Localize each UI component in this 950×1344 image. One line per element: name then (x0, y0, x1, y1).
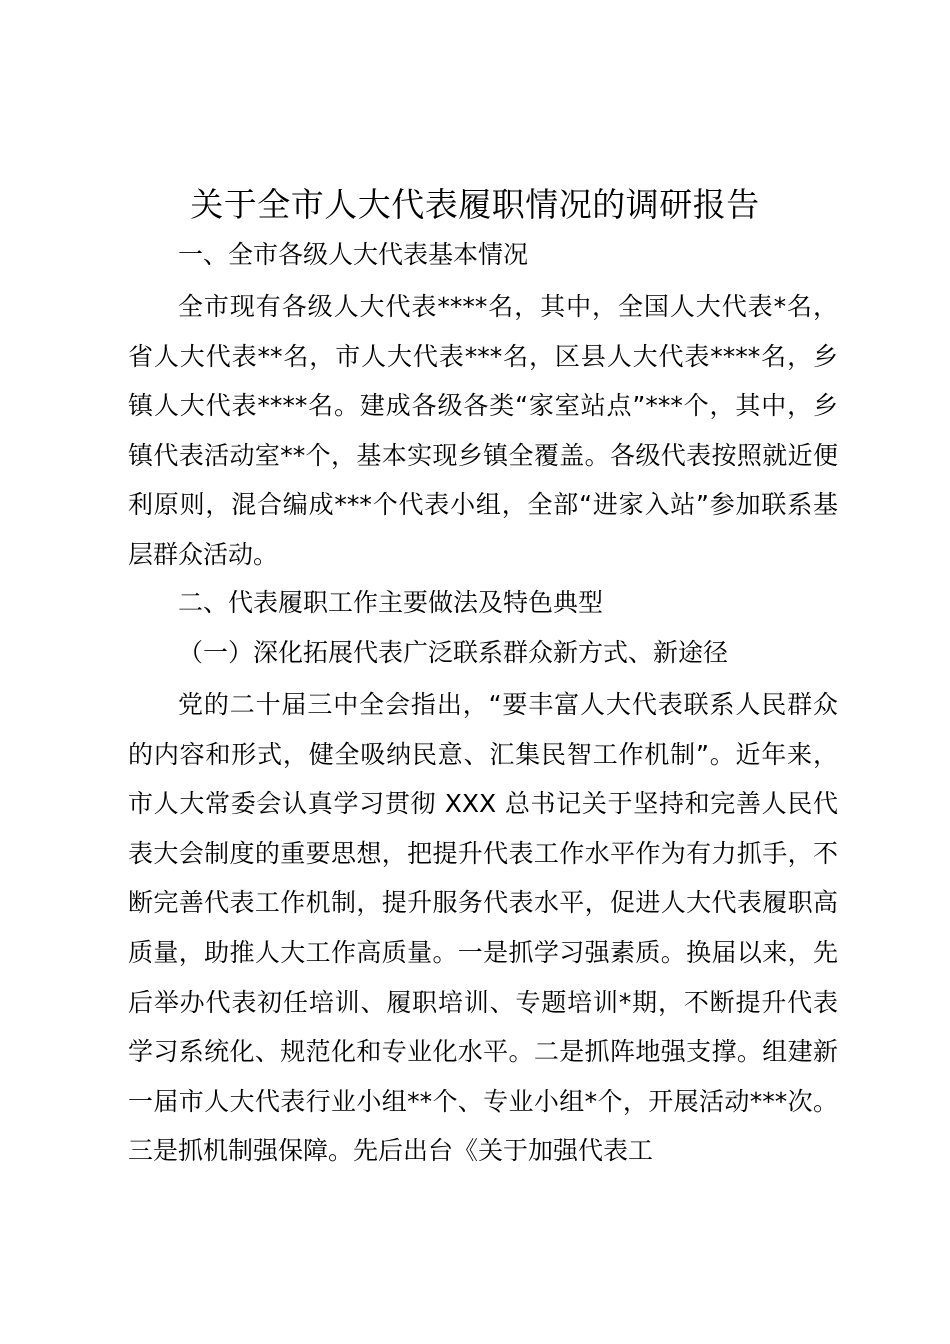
paragraph-new-methods: 党的二十届三中全会指出，“要丰富人大代表联系人民群众的内容和形式，健全吸纳民意、汇集民智工作机制”。近年来，市人大常委会认真学习贯彻 XXX 总书记关于坚持和完善人民代表大会制度的重要思想，把提升代表工作水平作为有力抓手，不断完善代表工作机制，提升服务代表水平，促进人大代表履职高质量，助推人大工作高质量。一是抓学习强素质。换届以来，先后举办代表初任培训、履职培训、专题培训*期，不断提升代表学习系统化、规范化和专业化水平。二是抓阵地强支撑。组建新一届市人大代表行业小组**个、专业小组*个，开展活动***次。三是抓机制强保障。先后出台《关于加强代表工 (128, 690, 838, 1166)
section-heading-basic-situation: 一、全市各级人大代表基本情况 (178, 240, 529, 269)
section-heading-main-practices: 二、代表履职工作主要做法及特色典型 (178, 588, 604, 617)
paragraph-basic-situation: 全市现有各级人大代表****名，其中，全国人大代表*名，省人大代表**名，市人大代表***名，区县人大代表****名，乡镇人大代表****名。建成各级各类“家室站点”***个，其中，乡镇代表活动室**个，基本实现乡镇全覆盖。各级代表按照就近便利原则，混合编成***个代表小组，全部“进家入站”参加联系基层群众活动。 (128, 292, 838, 569)
subsection-heading-new-methods: （一）深化拓展代表广泛联系群众新方式、新途径 (178, 638, 729, 667)
document-title: 关于全市人大代表履职情况的调研报告 (190, 185, 760, 224)
